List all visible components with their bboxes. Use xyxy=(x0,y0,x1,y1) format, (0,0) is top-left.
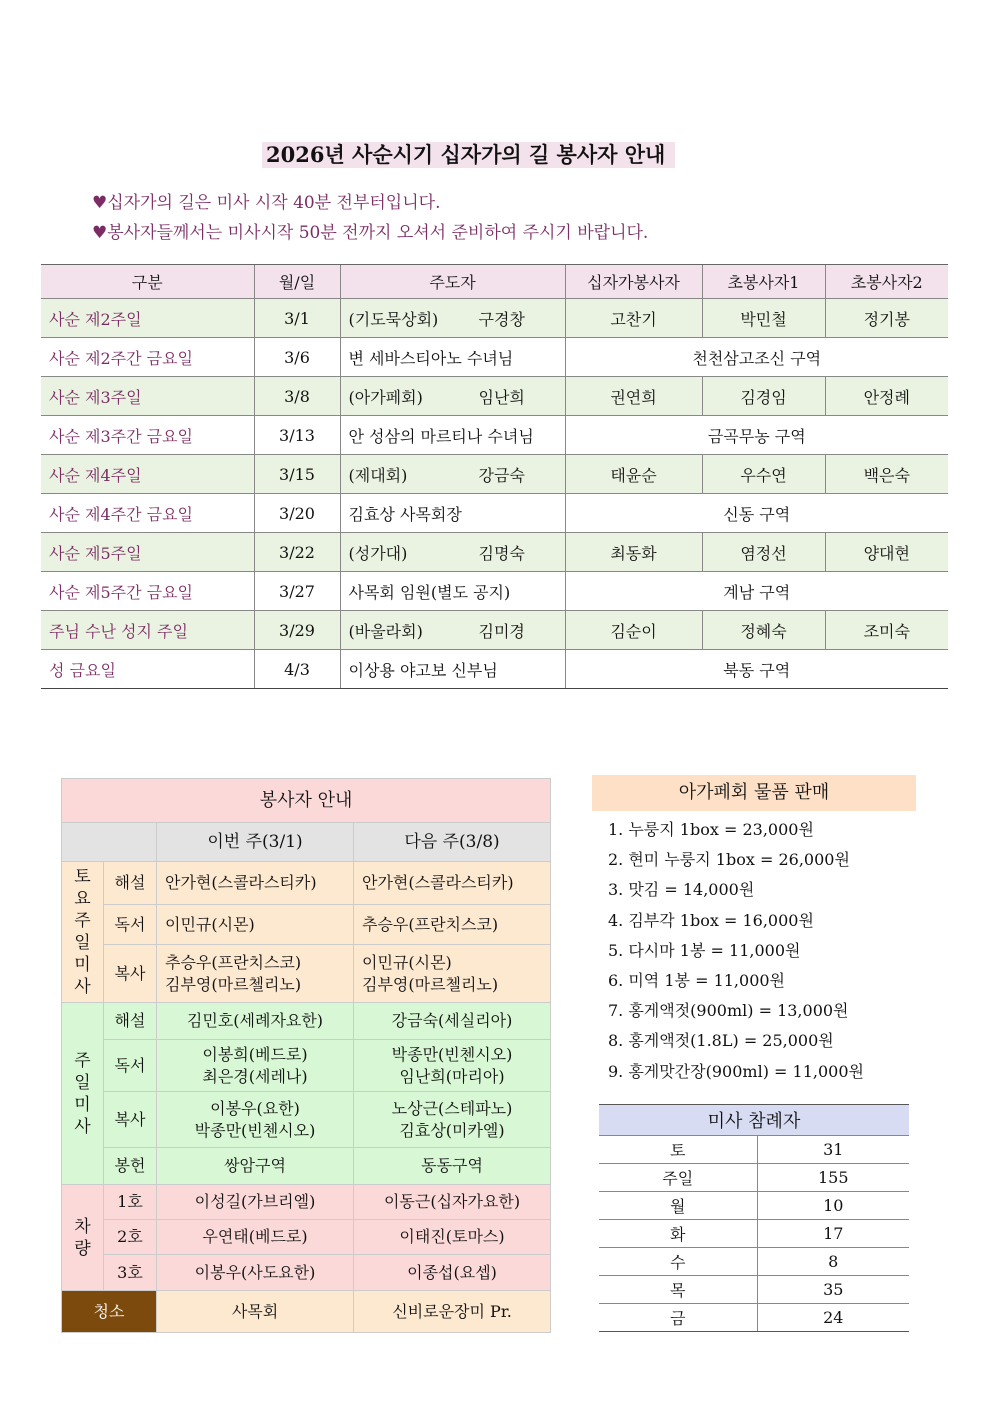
header-cross-volunteer: 십자가봉사자 xyxy=(565,265,702,299)
this-week-person: 우연태(베드로) xyxy=(157,1220,354,1255)
volunteer-this-week: 이번 주(3/1) xyxy=(157,823,354,862)
attendance-count: 17 xyxy=(757,1220,909,1248)
group-sunday-mass xyxy=(62,1003,104,1185)
row-date: 3/20 xyxy=(254,494,340,533)
leader-name: 김명숙 xyxy=(478,543,525,563)
next-week-person: 강금숙(세실리아) xyxy=(354,1003,551,1040)
row-name: 성 금요일 xyxy=(41,650,254,689)
row-name: 사순 제5주간 금요일 xyxy=(41,572,254,611)
row-name: 사순 제3주일 xyxy=(41,377,254,416)
schedule-header-row xyxy=(41,265,948,299)
group-vehicle-label: 차량 xyxy=(74,1216,91,1259)
group-sunday-label: 주일미사 xyxy=(74,1050,91,1137)
row-cross: 태윤순 xyxy=(565,455,702,494)
this-week-person: 안가현(스콜라스티카) xyxy=(157,862,354,905)
list-item: 6. 미역 1봉 = 11,000원 xyxy=(608,970,786,990)
attendance-day: 주일 xyxy=(599,1164,757,1192)
attendance-title: 미사 참례자 xyxy=(599,1105,909,1136)
row-cross: 최동화 xyxy=(565,533,702,572)
list-item: 7. 홍게액젓(900ml) = 13,000원 xyxy=(608,1001,849,1021)
row-candle2: 안정례 xyxy=(825,377,948,416)
table-row xyxy=(41,338,948,377)
row-date: 3/1 xyxy=(254,299,340,338)
leader-group: (기도묵상회) xyxy=(348,309,439,329)
schedule-table xyxy=(41,264,948,689)
row-date: 3/22 xyxy=(254,533,340,572)
table-row xyxy=(41,299,948,338)
list-item: 2. 현미 누룽지 1box = 26,000원 xyxy=(608,850,850,870)
attendance-day: 목 xyxy=(599,1276,757,1304)
row-name: 사순 제4주간 금요일 xyxy=(41,494,254,533)
volunteer-title: 봉사자 안내 xyxy=(62,779,551,823)
row-leader xyxy=(340,533,565,572)
row-name: 사순 제3주간 금요일 xyxy=(41,416,254,455)
table-row xyxy=(599,1248,909,1276)
role: 해설 xyxy=(104,862,157,905)
table-row xyxy=(41,416,948,455)
table-row xyxy=(41,377,948,416)
row-name: 사순 제2주간 금요일 xyxy=(41,338,254,377)
table-row xyxy=(599,1276,909,1304)
group-saturday-mass xyxy=(62,862,104,1003)
group-vehicle xyxy=(62,1185,104,1291)
attendance-count: 24 xyxy=(757,1304,909,1332)
table-row xyxy=(599,1164,909,1192)
cleaning-next-week: 신비로운장미 Pr. xyxy=(354,1291,551,1333)
row-district: 계남 구역 xyxy=(565,572,948,611)
this-week-person: 이봉우(요한) 박종만(빈첸시오) xyxy=(157,1092,354,1148)
header-candle-volunteer-1: 초봉사자1 xyxy=(702,265,825,299)
row-leader xyxy=(340,611,565,650)
leader-name: 강금숙 xyxy=(478,465,525,485)
row-candle1: 우수연 xyxy=(702,455,825,494)
cleaning-this-week: 사목회 xyxy=(157,1291,354,1333)
next-week-person: 안가현(스콜라스티카) xyxy=(354,862,551,905)
row-candle1: 김경임 xyxy=(702,377,825,416)
row-candle2: 조미숙 xyxy=(825,611,948,650)
goods-list xyxy=(608,818,864,1090)
role: 독서 xyxy=(104,1040,157,1092)
table-row xyxy=(41,650,948,689)
row-name: 사순 제4주일 xyxy=(41,455,254,494)
leader-name: 구경창 xyxy=(478,309,525,329)
attendance-day: 수 xyxy=(599,1248,757,1276)
table-row xyxy=(41,611,948,650)
row-leader xyxy=(340,299,565,338)
next-week-person: 동동구역 xyxy=(354,1148,551,1185)
table-row xyxy=(599,1192,909,1220)
table-row xyxy=(41,494,948,533)
role: 해설 xyxy=(104,1003,157,1040)
attendance-day: 금 xyxy=(599,1304,757,1332)
row-date: 3/13 xyxy=(254,416,340,455)
role: 3호 xyxy=(104,1255,157,1291)
group-saturday-label: 토요주일미사 xyxy=(74,867,91,997)
leader-group: (제대회) xyxy=(348,465,408,485)
next-week-person: 추승우(프란치스코) xyxy=(354,905,551,945)
leader-group: (아가페회) xyxy=(348,387,423,407)
next-week-person: 이종섭(요셉) xyxy=(354,1255,551,1291)
table-row xyxy=(41,533,948,572)
row-candle2: 양대현 xyxy=(825,533,948,572)
list-item: 5. 다시마 1봉 = 11,000원 xyxy=(608,940,801,960)
attendance-count: 8 xyxy=(757,1248,909,1276)
header-candle-volunteer-2: 초봉사자2 xyxy=(825,265,948,299)
row-name: 주님 수난 성지 주일 xyxy=(41,611,254,650)
row-leader xyxy=(340,455,565,494)
attendance-table xyxy=(599,1104,909,1332)
row-name: 사순 제5주일 xyxy=(41,533,254,572)
row-date: 3/15 xyxy=(254,455,340,494)
attendance-count: 10 xyxy=(757,1192,909,1220)
list-item: 8. 홍게액젓(1.8L) = 25,000원 xyxy=(608,1031,834,1051)
header-leader: 주도자 xyxy=(340,265,565,299)
row-leader xyxy=(340,377,565,416)
leader-group: (성가대) xyxy=(348,543,408,563)
this-week-person: 이봉우(사도요한) xyxy=(157,1255,354,1291)
page-title: 2026년 사순시기 십자가의 길 봉사자 안내 xyxy=(262,142,675,168)
role: 2호 xyxy=(104,1220,157,1255)
list-item: 1. 누룽지 1box = 23,000원 xyxy=(608,820,814,839)
this-week-person: 김민호(세례자요한) xyxy=(157,1003,354,1040)
row-candle2: 백은숙 xyxy=(825,455,948,494)
attendance-count: 31 xyxy=(757,1136,909,1164)
list-item: 9. 홍게맛간장(900ml) = 11,000원 xyxy=(608,1061,864,1081)
row-date: 3/29 xyxy=(254,611,340,650)
role: 복사 xyxy=(104,945,157,1003)
leader-group: (바울라회) xyxy=(348,621,423,641)
next-week-person: 이민규(시몬) 김부영(마르첼리노) xyxy=(354,945,551,1003)
list-item: 3. 맛김 = 14,000원 xyxy=(608,880,755,900)
row-candle1: 염정선 xyxy=(702,533,825,572)
header-category: 구분 xyxy=(41,265,254,299)
this-week-person: 쌍암구역 xyxy=(157,1148,354,1185)
attendance-day: 토 xyxy=(599,1136,757,1164)
next-week-person: 이동근(십자가요한) xyxy=(354,1185,551,1220)
table-row xyxy=(599,1220,909,1248)
row-cross: 고찬기 xyxy=(565,299,702,338)
role: 1호 xyxy=(104,1185,157,1220)
role: 독서 xyxy=(104,905,157,945)
row-date: 3/8 xyxy=(254,377,340,416)
row-leader: 변 세바스티아노 수녀님 xyxy=(340,338,565,377)
row-cross: 김순이 xyxy=(565,611,702,650)
next-week-person: 이태진(토마스) xyxy=(354,1220,551,1255)
row-district: 천천삼고조신 구역 xyxy=(565,338,948,377)
header-date: 월/일 xyxy=(254,265,340,299)
row-leader: 안 성삼의 마르티나 수녀님 xyxy=(340,416,565,455)
role: 봉헌 xyxy=(104,1148,157,1185)
row-district: 신동 구역 xyxy=(565,494,948,533)
volunteer-header-blank xyxy=(62,823,157,862)
row-date: 4/3 xyxy=(254,650,340,689)
attendance-count: 35 xyxy=(757,1276,909,1304)
list-item: 4. 김부각 1box = 16,000원 xyxy=(608,910,814,930)
leader-name: 김미경 xyxy=(478,621,525,641)
attendance-day: 화 xyxy=(599,1220,757,1248)
row-leader: 사목회 임원(별도 공지) xyxy=(340,572,565,611)
this-week-person: 이봉희(베드로) 최은경(세레나) xyxy=(157,1040,354,1092)
row-district: 북동 구역 xyxy=(565,650,948,689)
cleaning-label: 청소 xyxy=(62,1291,157,1333)
goods-title: 아가페회 물품 판매 xyxy=(592,775,916,811)
role: 복사 xyxy=(104,1092,157,1148)
row-candle2: 정기봉 xyxy=(825,299,948,338)
this-week-person: 이성길(가브리엘) xyxy=(157,1185,354,1220)
row-leader: 김효상 사목회장 xyxy=(340,494,565,533)
table-row xyxy=(41,455,948,494)
row-leader: 이상용 야고보 신부님 xyxy=(340,650,565,689)
row-date: 3/27 xyxy=(254,572,340,611)
volunteer-table xyxy=(61,778,551,1333)
attendance-count: 155 xyxy=(757,1164,909,1192)
this-week-person: 이민규(시몬) xyxy=(157,905,354,945)
next-week-person: 노상근(스테파노) 김효상(미카엘) xyxy=(354,1092,551,1148)
attendance-day: 월 xyxy=(599,1192,757,1220)
row-candle1: 박민철 xyxy=(702,299,825,338)
this-week-person: 추승우(프란치스코) 김부영(마르첼리노) xyxy=(157,945,354,1003)
leader-name: 임난희 xyxy=(478,387,525,407)
row-cross: 권연희 xyxy=(565,377,702,416)
row-candle1: 정혜숙 xyxy=(702,611,825,650)
table-row xyxy=(599,1304,909,1332)
table-row xyxy=(599,1136,909,1164)
notice-arrival-time: ♥봉사자들께서는 미사시작 50분 전까지 오셔서 준비하여 주시기 바랍니다. xyxy=(92,223,649,243)
row-district: 금곡무농 구역 xyxy=(565,416,948,455)
next-week-person: 박종만(빈첸시오) 임난희(마리아) xyxy=(354,1040,551,1092)
table-row xyxy=(41,572,948,611)
row-date: 3/6 xyxy=(254,338,340,377)
notice-start-time: ♥십자가의 길은 미사 시작 40분 전부터입니다. xyxy=(92,193,441,213)
volunteer-next-week: 다음 주(3/8) xyxy=(354,823,551,862)
row-name: 사순 제2주일 xyxy=(41,299,254,338)
